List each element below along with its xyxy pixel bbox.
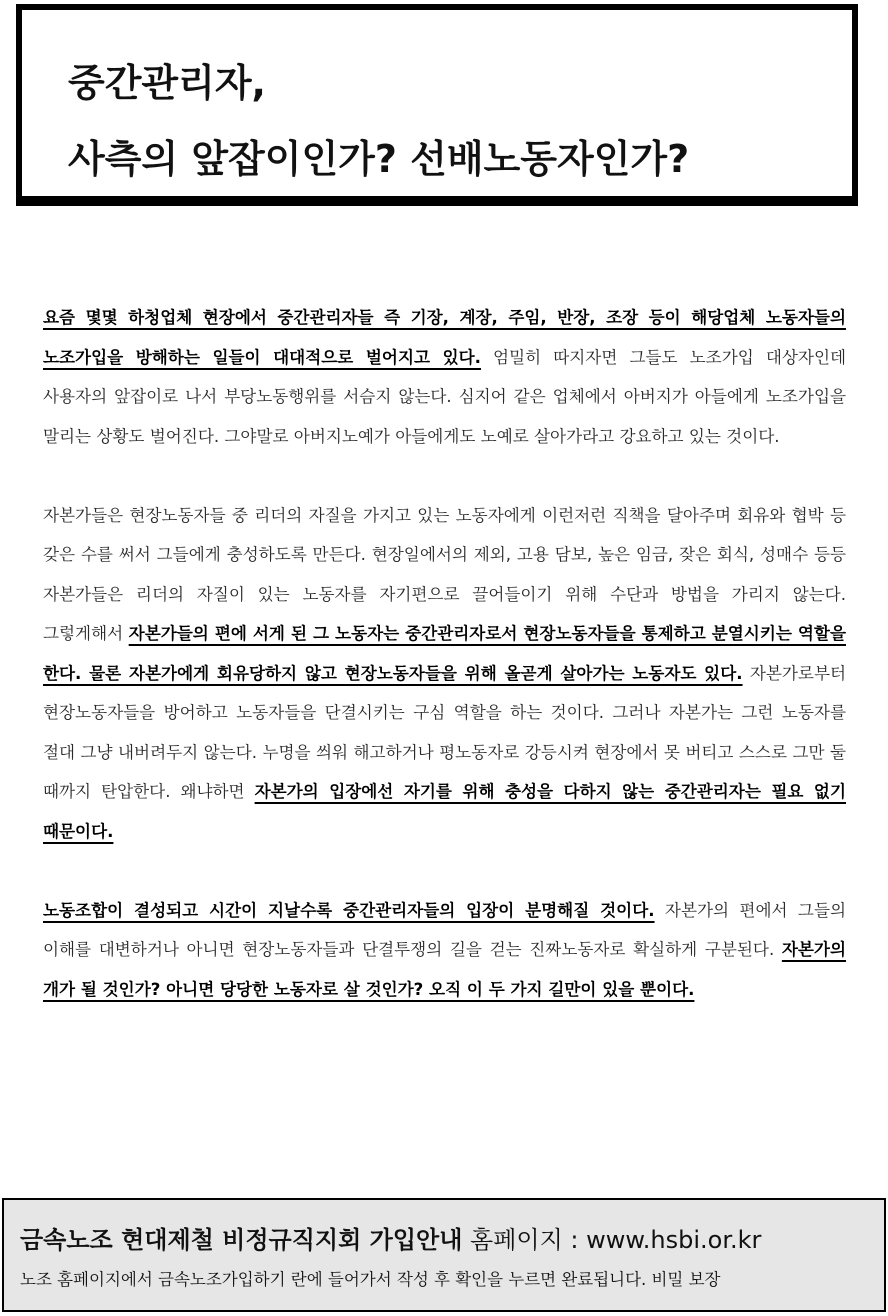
emphasis-text: 자본가들의 편에 서게 된 그 노동자는 중간관리자로서 현장노동자들을 통제하고 분열시키는 역할을 한다. 물론 자본가에게 회유당하지 않고 현장노동자들을 위해 올곧게 살아가는 노동자도 있다. [43,624,846,683]
paragraph [43,891,846,1010]
signup-instruction: 노조 홈페이지에서 금속노조가입하기 란에 들어가서 작성 후 확인을 누르면 완료됩니다. 비밀 보장 [20,1270,721,1289]
body-text: 자본가의 편에서 그들의 이해를 대변하거나 아니면 현장노동자들과 단결투쟁의 길을 걷는 진짜노동자로 확실하게 구분된다. [43,900,846,959]
emphasis-text: 자본가의 개가 될 것인가? 아니면 당당한 노동자로 살 것인가? 오직 이 두 가지 길만이 있을 뿐이다. [43,940,846,999]
union-name: 금속노조 현대제철 비정규직지회 가입안내 [20,1226,463,1254]
title-box [16,4,858,202]
title-line-2: 사측의 앞잡이인가? 선배노동자인가? [68,137,690,181]
body-text: 엄밀히 따지자면 그들도 노조가입 대상자인데 사용자의 앞잡이로 나서 부당노동행위를 서슴지 않는다. 심지어 같은 업체에서 아버지가 아들에게 노조가입을 말리는 상황도 벌어진다. 그야말로 아버지노예가 아들에게도 노예로 살아가라고 강요하고 있는 것이다. [43,347,846,446]
paragraph [43,298,846,456]
paragraph [43,496,846,852]
signup-info-box [2,1198,886,1312]
emphasis-text: 자본가의 입장에선 자기를 위해 충성을 다하지 않는 중간관리자는 필요 없기 때문이다. [43,782,846,841]
homepage-address: 홈페이지 : www.hsbi.or.kr [462,1226,762,1254]
title-line-1: 중간관리자, [68,61,266,105]
emphasis-text: 요즘 몇몇 하청업체 현장에서 중간관리자들 즉 기장, 계장, 주임, 반장, 조장 등이 해당업체 노동자들의 노조가입을 방해하는 일들이 대대적으로 벌어지고 있다. [43,308,846,367]
emphasis-text: 노동조합이 결성되고 시간이 지날수록 중간관리자들의 입장이 분명해질 것이다. [43,900,655,920]
signup-heading [20,1220,761,1255]
body-text: 자본가들은 현장노동자들 중 리더의 자질을 가지고 있는 노동자에게 이런저런 직책을 달아주며 회유와 협박 등 갖은 수를 써서 그들에게 충성하도록 만든다. 현장일에서의 제외, 고용 담보, 높은 임금, 잦은 회식, 성매수 등등 자본가들은 리더의 자질이 있는 노동자를 자기편으로 끌어들이기 위해 수단과 방법을 가리지 않는다. 그렇게해서 [43,505,846,643]
article-body [43,298,846,1049]
body-text: 자본가로부터 현장노동자들을 방어하고 노동자들을 단결시키는 구심 역할을 하는 것이다. 그러나 자본가는 그런 노동자를 절대 그냥 내버려두지 않는다. 누명을 씌워 해고하거나 평노동자로 강등시켜 현장에서 못 버티고 스스로 그만 둘 때까지 탄압한다. 왜냐하면 [43,663,847,801]
